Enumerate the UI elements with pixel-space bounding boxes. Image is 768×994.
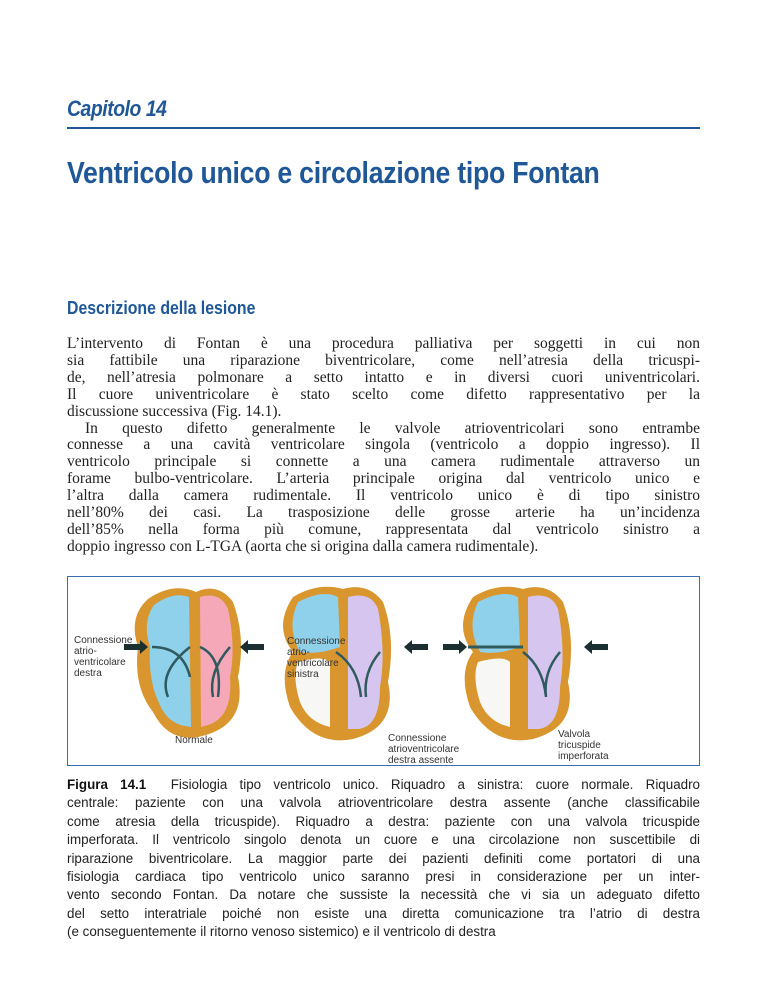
caption-line: fisiologia cardiaca tipo ventricolo unico saranno presi in considerazione per un inter- xyxy=(67,869,700,885)
body-line: connesse a una cavità ventricolare singola (ventricolo a doppio ingresso). Il xyxy=(67,436,700,454)
panel-label-imperforate-valve: Valvola tricuspide imperforata xyxy=(558,729,609,762)
body-line: sia fattibile una riparazione biventricolare, come nell’atresia della tricuspi- xyxy=(67,351,700,369)
heart-imperforate-valve xyxy=(443,587,608,741)
caption-line: imperforata. Il ventricolo singolo denota un cuore e una circolazione non suscettibile di xyxy=(67,832,700,848)
body-line: Il cuore univentricolare è stato scelto come difetto rappresentativo per la xyxy=(67,385,700,403)
caption-line: (e conseguentemente il ritorno venoso sistemico) e il ventricolo di destra xyxy=(67,924,496,940)
body-line: nell’80% dei casi. La trasposizione delle grosse arterie ha un’incidenza xyxy=(67,504,700,522)
chapter-label: Capitolo 14 xyxy=(67,96,167,121)
caption-line: del setto interatriale poiché non esiste una diretta comunicazione tra l’atrio di destra xyxy=(67,905,700,921)
body-line: forame bulbo-ventricolare. L’arteria principale origina dal ventricolo unico e xyxy=(67,470,700,488)
figure-caption xyxy=(67,776,700,942)
body-line: dell’85% nella forma più comune, rappresentata dal ventricolo sinistro a xyxy=(67,520,700,538)
caption-label: Figura 14.1 xyxy=(67,777,147,792)
label-right-av-connection: Connessione atrio- ventricolare destra xyxy=(74,635,133,679)
body-line: l’altra dalla camera rudimentale. Il ventricolo unico è di tipo sinistro xyxy=(67,487,700,505)
page-title: Ventricolo unico e circolazione tipo Fontan xyxy=(67,155,600,190)
section-heading: Descrizione della lesione xyxy=(67,298,256,318)
caption-line: riparazione biventricolare. La maggior parte dei pazienti definiti come portatori di una xyxy=(67,850,700,866)
body-text xyxy=(67,336,700,556)
body-line: de, nell’atresia polmonare a setto intatto e in diversi cuori univentricolari. xyxy=(67,368,700,386)
heart-normal xyxy=(124,588,264,737)
body-line: In questo difetto generalmente le valvole atrioventricolari sono entrambe xyxy=(85,419,700,437)
panel-label-normal: Normale xyxy=(175,735,213,746)
caption-line: centrale: paziente con una valvola atrioventricolare destra assente (anche classificabile xyxy=(67,795,700,811)
caption-line: vento secondo Fontan. Da notare che sussiste la necessità che vi sia un adeguato difetto xyxy=(67,887,700,903)
body-line: discussione successiva (Fig. 14.1). xyxy=(67,402,282,420)
caption-line: come atresia della tricuspide). Riquadro a destra: paziente con una valvola tricuspide xyxy=(67,813,700,829)
chapter-divider xyxy=(67,127,700,129)
body-line: ventricolo principale si connette a una camera rudimentale attraverso un xyxy=(67,453,700,471)
figure-heart-diagram xyxy=(67,576,700,766)
caption-line: Fisiologia tipo ventricolo unico. Riquadro a sinistra: cuore normale. Riquadro xyxy=(170,777,700,792)
panel-label-absent-connection: Connessione atrioventricolare destra assente xyxy=(388,733,460,766)
label-left-av-connection: Connessione atrio- ventricolare sinistra xyxy=(287,636,346,680)
body-line: L’intervento di Fontan è una procedura palliativa per soggetti in cui non xyxy=(67,335,700,352)
body-line: doppio ingresso con L-TGA (aorta che si origina dalla camera rudimentale). xyxy=(67,537,539,555)
